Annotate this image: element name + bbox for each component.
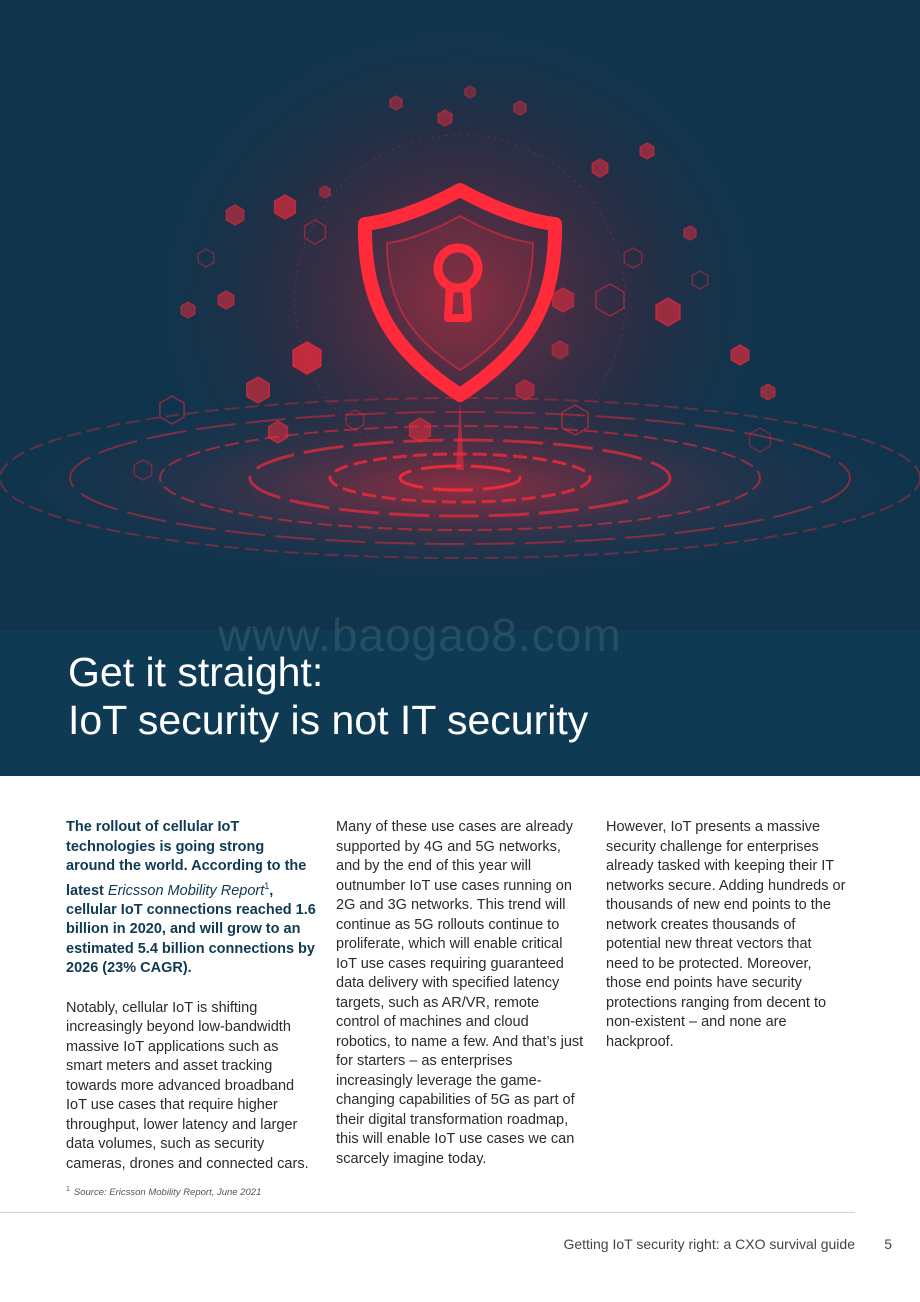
- hexagon-particle: [731, 345, 748, 365]
- hexagon-particle: [552, 341, 568, 359]
- hexagon-particle: [390, 96, 402, 110]
- hexagon-particle: [640, 143, 654, 159]
- footnote-text: Source: Ericsson Mobility Report, June 2021: [73, 1187, 262, 1199]
- hexagon-particle: [516, 380, 533, 400]
- watermark-text: www.baogao8.com: [218, 609, 622, 661]
- hexagon-particle: [514, 101, 526, 115]
- hexagon-particle: [553, 288, 574, 312]
- hexagon-particle: [684, 226, 696, 240]
- footnote-number: 1: [66, 1186, 70, 1193]
- hexagon-particle: [465, 86, 475, 98]
- hexagon-particle: [247, 377, 270, 403]
- hexagon-particle: [275, 195, 296, 219]
- footer-divider: [0, 1212, 855, 1213]
- hexagon-particle: [410, 418, 431, 442]
- footnote-ref[interactable]: 1: [264, 880, 270, 891]
- body-paragraph-2: Many of these use cases are already supported by 4G and 5G networks, and by the end of this year will outnumber IoT use cases running on 2G and 3G networks. This trend will continue as 5G rollouts continue to proliferate, which will enable critical IoT use cases requiring guaranteed data delivery with specified latency targets, such as AR/VR, remote control of machines and cloud robotics, to name a few. And that’s just for starters – as enterprises increasingly leverage the game-changing capabilities of 5G as part of their digital transformation roadmap, this will enable IoT use cases we can scarcely imagine today.: [336, 819, 584, 1167]
- text-column-2: [336, 818, 584, 1189]
- hexagon-particle: [592, 159, 608, 177]
- hexagon-particle: [181, 302, 195, 318]
- text-column-3: [606, 818, 846, 1072]
- lead-text-start: The rollout of cellular IoT technologies is going strong around the world. According to the latest: [66, 819, 307, 899]
- text-column-1: [66, 818, 316, 1194]
- hexagon-particle: [656, 298, 680, 326]
- hexagon-particle: [226, 205, 243, 225]
- hexagon-particle: [761, 384, 775, 400]
- page-title: [68, 648, 588, 744]
- hexagon-particle: [218, 291, 234, 309]
- hexagon-particle: [269, 421, 288, 443]
- body-paragraph-1: Notably, cellular IoT is shifting increasingly beyond low-bandwidth massive IoT applications such as smart meters and asset tracking towards more advanced broadband IoT use cases that require higher throughput, lower latency and larger data volumes, such as security cameras, drones and connected cars.: [66, 999, 309, 1172]
- page-title-line-2: IoT security is not IT security: [68, 697, 589, 743]
- report-title: Ericsson Mobility Report: [107, 882, 265, 899]
- footnote: [66, 1186, 261, 1198]
- hexagon-particle: [320, 186, 330, 198]
- hexagon-particle: [293, 342, 321, 374]
- body-paragraph-3: However, IoT presents a massive security challenge for enterprises already tasked with keeping their IT networks secure. Adding hundreds or thousands of new end points to the network creates thousands of potential new threat vectors that need to be protected. Moreover, those end points have security protections ranging from decent to non-existent – and none are hackproof.: [606, 819, 846, 1050]
- hexagon-particle: [438, 110, 452, 126]
- lead-text-end: , cellular IoT connections reached 1.6 billion in 2020, and will grow to an estimated 5.4 billion connections by 2026 (23% CAGR).: [66, 882, 316, 977]
- lead-paragraph: [66, 818, 316, 979]
- page-title-line-1: Get it straight:: [68, 649, 324, 695]
- page-number: 5: [884, 1236, 892, 1252]
- footer-title: Getting IoT security right: a CXO survival guide: [563, 1236, 855, 1252]
